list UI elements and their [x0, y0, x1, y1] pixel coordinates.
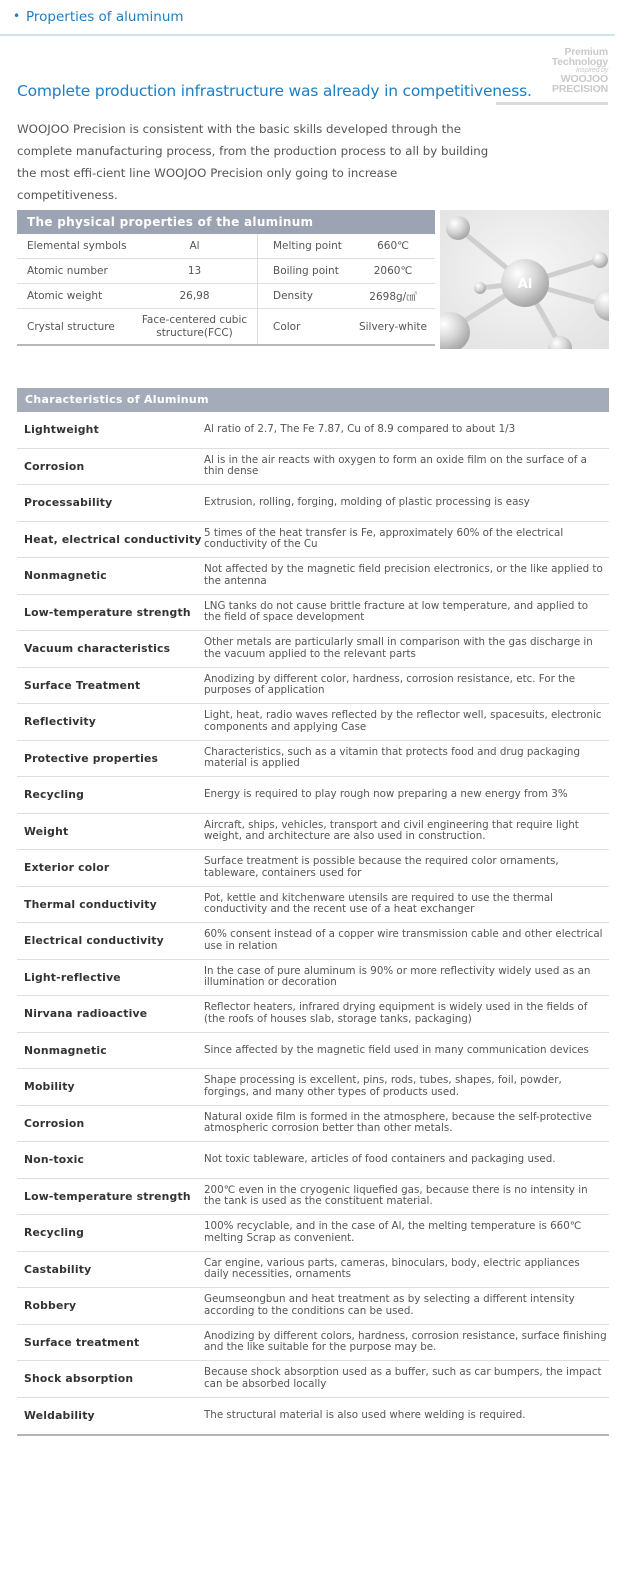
al-label: Al [517, 277, 533, 292]
table-row [17, 1252, 609, 1289]
characteristic-name: Exterior color [24, 861, 110, 875]
brand-logo: Premium Technology Inspired by WOOJOO PRECISION [551, 46, 608, 95]
table-row [17, 996, 609, 1033]
characteristic-description: Car engine, various parts, cameras, binoculars, body, electric appliances daily necessities, ornaments [204, 1256, 580, 1281]
characteristic-description: Pot, kettle and kitchenware utensils are required to use the thermal conductivity and the recent use of a heat exchanger [204, 891, 554, 916]
table-row [17, 1288, 609, 1325]
characteristic-description: 60% consent instead of a copper wire transmission cable and other electrical use in relation [204, 928, 603, 952]
table-row [17, 704, 609, 741]
table-row [17, 1215, 609, 1252]
characteristic-description: Not affected by the magnetic field precision electronics, or the like applied to the antenna [204, 563, 603, 587]
intro-paragraph: WOOJOO Precision is consistent with the basic skills developed through the complete manufacturing process, from the production process to all by building the most effi-cient line WOOJOO Precision only going to increase competitiveness. [17, 122, 489, 202]
characteristic-description: Shape processing is excellent, pins, rods, tubes, shapes, foil, powder, forgings, and many other types of products used. [204, 1074, 562, 1098]
characteristic-name: Corrosion [24, 459, 85, 473]
characteristic-description: Other metals are particularly small in comparison with the gas discharge in the vacuum applied to the relevant parts [204, 636, 593, 660]
brand-divider [496, 102, 608, 105]
characteristic-description: 100% recyclable, and in the case of Al, the melting temperature is 660℃ melting Scrap as convenient. [204, 1220, 582, 1244]
characteristic-name: Heat, electrical conductivity [24, 532, 202, 546]
characteristic-name: Recycling [24, 1226, 85, 1240]
characteristic-description: LNG tanks do not cause brittle fracture at low temperature, and applied to the field of space development [204, 599, 589, 624]
table-row [17, 1398, 609, 1435]
characteristic-name: Protective properties [24, 751, 159, 765]
characteristic-description: Surface treatment is possible because the required color ornaments, tableware, containers used for [204, 855, 559, 879]
table-row [17, 1033, 609, 1070]
table-row [17, 741, 609, 778]
characteristic-name: Reflectivity [24, 715, 96, 729]
characteristic-description: Anodizing by different colors, hardness, corrosion resistance, surface finishing and the like suitable for the purpose may be. [204, 1329, 607, 1354]
aluminum-molecule-image [440, 210, 609, 349]
characteristic-description: Al ratio of 2.7, The Fe 7.87, Cu of 8.9 compared to about 1/3 [204, 423, 516, 435]
table-row [17, 814, 609, 851]
characteristic-description: Characteristics, such as a vitamin that protects food and drug packaging material is applied [204, 745, 580, 770]
characteristic-name: Weldability [24, 1409, 95, 1423]
table-row: Elemental symbols Al Melting point 660℃ [17, 234, 435, 259]
characteristic-name: Mobility [24, 1080, 75, 1094]
table-row [17, 522, 609, 559]
table-row [17, 485, 609, 522]
table-row [17, 631, 609, 668]
characteristic-description: Anodizing by different color, hardness, corrosion resistance, etc. For the purposes of application [204, 672, 576, 697]
characteristic-description: Extrusion, rolling, forging, molding of plastic processing is easy [204, 496, 530, 508]
characteristic-description: 5 times of the heat transfer is Fe, approximately 60% of the electrical conductivity of the Cu [204, 526, 564, 551]
characteristic-name: Surface treatment [24, 1335, 140, 1349]
bullet-icon: • [13, 9, 21, 23]
characteristic-name: Thermal conductivity [24, 897, 157, 911]
characteristic-description: Energy is required to play rough now preparing a new energy from 3% [204, 788, 568, 800]
table-row [17, 923, 609, 960]
characteristic-name: Low-temperature strength [24, 1189, 191, 1203]
characteristic-description: Light, heat, radio waves reflected by the reflector well, spacesuits, electronic components and applying Case [204, 709, 602, 733]
characteristic-name: Recycling [24, 788, 85, 802]
table-row [17, 595, 609, 632]
table-row: Atomic weight 26,98 Density 2698g/㎤ [17, 284, 435, 309]
table-row [17, 558, 609, 595]
section-header [0, 0, 615, 36]
characteristic-name: Non-toxic [24, 1153, 85, 1167]
characteristic-name: Shock absorption [24, 1372, 134, 1386]
characteristic-description: Not toxic tableware, articles of food containers and packaging used. [204, 1153, 556, 1165]
characteristics-table [17, 388, 609, 1436]
characteristic-description: Reflector heaters, infrared drying equipment is widely used in the fields of (the roofs of houses slab, storage tanks, packaging) [204, 1001, 588, 1025]
characteristic-description: Aircraft, ships, vehicles, transport and civil engineering that require light weight, and architecture are also used in construction. [204, 818, 579, 843]
table-row [17, 1325, 609, 1362]
table-row [17, 449, 609, 486]
table-row [17, 1142, 609, 1179]
table-row [17, 850, 609, 887]
characteristic-name: Robbery [24, 1299, 77, 1313]
characteristic-name: Nirvana radioactive [24, 1007, 148, 1021]
table-row [17, 1069, 609, 1106]
table-row [17, 887, 609, 924]
table-row [17, 1179, 609, 1216]
characteristic-name: Light-reflective [24, 970, 121, 984]
characteristic-description: In the case of pure aluminum is 90% or more reflectivity widely used as an illumination or decoration [204, 964, 591, 989]
table-row [17, 960, 609, 997]
characteristic-name: Surface Treatment [24, 678, 141, 692]
table-row: Crystal structure Face-centered cubic structure(FCC) Color Silvery-white [17, 309, 435, 346]
table-row: Atomic number 13 Boiling point 2060℃ [17, 259, 435, 284]
physical-properties-table [17, 210, 435, 346]
molecule-illustration [440, 210, 609, 349]
headline: Complete production infrastructure was already in competitiveness. [17, 82, 532, 100]
characteristic-name: Lightweight [24, 423, 99, 437]
characteristic-description: Al is in the air reacts with oxygen to form an oxide film on the surface of a thin dense [204, 453, 587, 478]
characteristic-name: Nonmagnetic [24, 1043, 107, 1057]
characteristic-name: Castability [24, 1262, 92, 1276]
table-row [17, 1106, 609, 1143]
characteristic-description: The structural material is also used where welding is required. [204, 1409, 526, 1421]
characteristic-description: Since affected by the magnetic field used in many communication devices [204, 1043, 589, 1056]
characteristic-description: Because shock absorption used as a buffer, such as car bumpers, the impact can be absorbed locally [204, 1366, 602, 1390]
characteristic-name: Vacuum characteristics [24, 642, 171, 656]
characteristic-name: Weight [24, 824, 69, 838]
characteristic-description: Natural oxide film is formed in the atmosphere, because the self-protective atmospheric corrosion better than other metals. [204, 1110, 592, 1135]
characteristic-name: Low-temperature strength [24, 605, 191, 619]
characteristics-title: Characteristics of Aluminum [17, 388, 609, 412]
table-row [17, 412, 609, 449]
characteristic-name: Nonmagnetic [24, 569, 107, 583]
table-row [17, 1361, 609, 1398]
characteristic-description: Geumseongbun and heat treatment as by selecting a different intensity according to the conditions can be used. [204, 1293, 575, 1317]
characteristics-body [17, 412, 609, 1436]
physical-properties-title: The physical properties of the aluminum [17, 210, 435, 234]
table-row [17, 668, 609, 705]
characteristic-name: Processability [24, 496, 113, 510]
section-title: Properties of aluminum [26, 9, 184, 25]
characteristic-description: 200℃ even in the cryogenic liquefied gas, because there is no intensity in the tank is used as the constituent material. [204, 1183, 588, 1208]
table-row [17, 777, 609, 814]
characteristic-name: Electrical conductivity [24, 934, 164, 948]
characteristic-name: Corrosion [24, 1116, 85, 1130]
